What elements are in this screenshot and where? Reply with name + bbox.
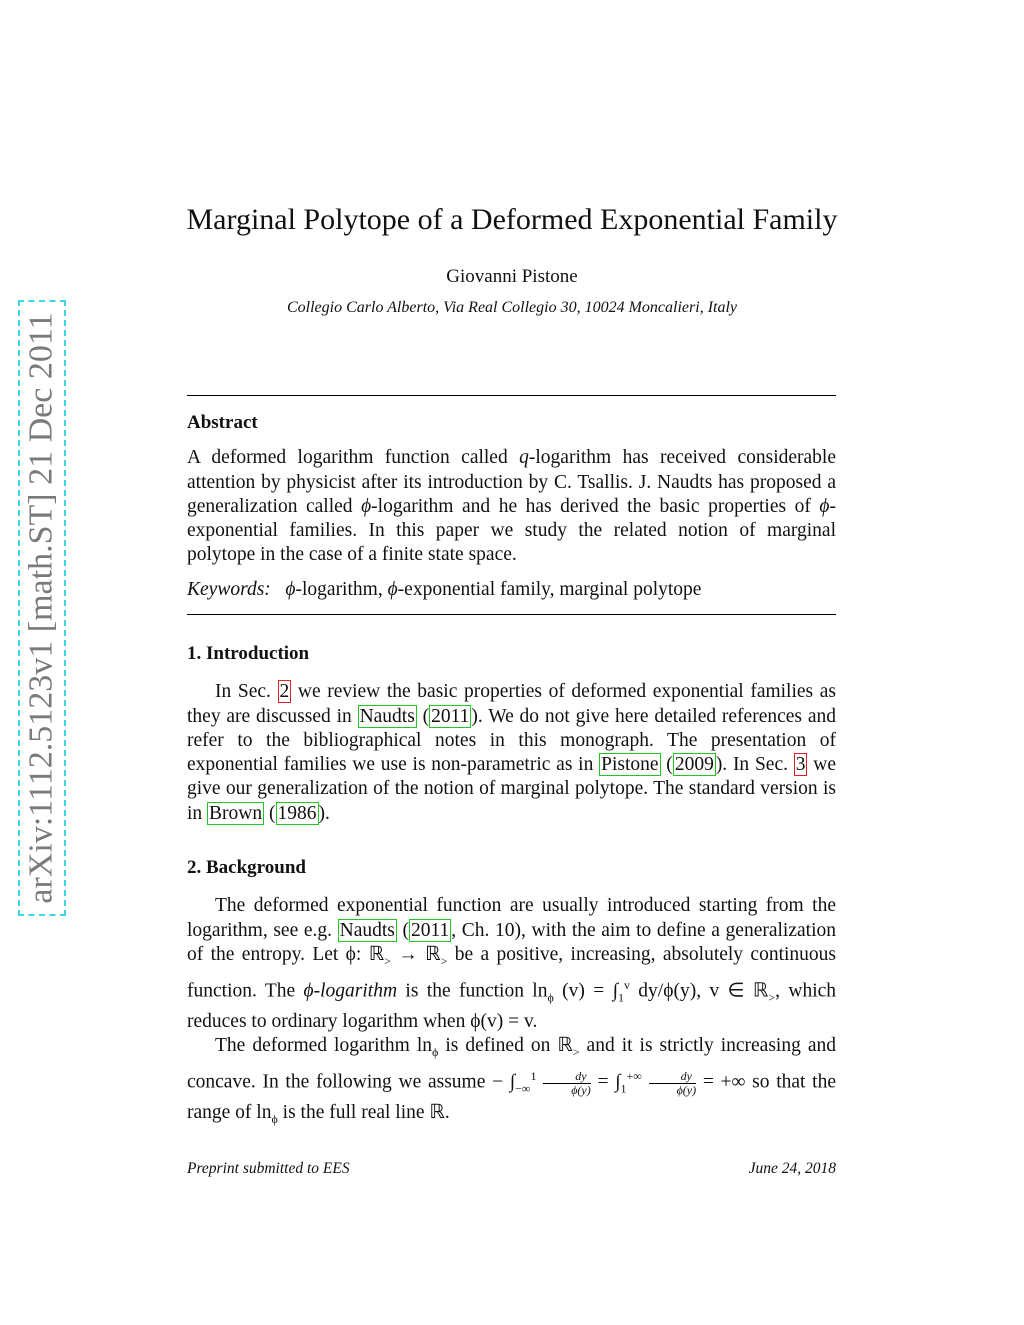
- paper-title: Marginal Polytope of a Deformed Exponential Family: [186, 203, 838, 236]
- section-introduction: [187, 642, 836, 826]
- citation-link-naudts[interactable]: Naudts: [359, 705, 415, 727]
- section-heading-background: 2. Background: [187, 857, 306, 878]
- citation-link-2009[interactable]: 2009: [674, 754, 714, 776]
- abstract-block: [187, 411, 836, 602]
- author-name: Giovanni Pistone: [446, 266, 578, 287]
- footer-left: Preprint submitted to EES: [187, 1160, 350, 1177]
- introduction-paragraph: In Sec. 2 we review the basic properties of deformed exponential families as they are discussed in Naudts ( 2011 ). We do not give here detailed references and refer to the bibliographical notes in this monograph. The presentation of exponential families we use is non-parametric as in Pistone ( 2009 ). In Sec. 3 we give our generalization of the notion of marginal polytope. The standard version is in Brown ( 1986 ).: [187, 681, 836, 824]
- ref-link-section-2[interactable]: 2: [279, 681, 290, 703]
- ref-link-section-3[interactable]: 3: [795, 754, 806, 776]
- keywords-label: Keywords:: [187, 578, 271, 600]
- citation-link-brown[interactable]: Brown: [209, 802, 263, 824]
- citation-link-naudts-2[interactable]: Naudts: [339, 919, 395, 941]
- citation-link-pistone[interactable]: Pistone: [601, 754, 659, 776]
- section-heading-introduction: 1. Introduction: [187, 643, 310, 664]
- background-paragraph-2: The deformed logarithm $\ln_\phi$ is defined on ℝ$_>$ and it is strictly increasing and concave. In the following we assume − $\int_{-\infty}^1$ $\frac{dy}{\phi(y)}$ = $\int_1^{+\infty}$ $\frac{dy}{\phi(y)}$ = +∞ so that the range of $\ln_\phi$ is the full real line ℝ.: [187, 1035, 836, 1126]
- keywords: Keywords: ϕ-logarithm, ϕ-exponential family, marginal polytope: [187, 578, 702, 600]
- arxiv-stamp: [18, 300, 66, 916]
- bottom-rule: [187, 614, 836, 615]
- citation-link-2011-2[interactable]: 2011: [411, 919, 450, 941]
- top-rule: [187, 395, 836, 396]
- fraction-dy-phi-2: $\frac{dy}{\phi(y)}$: [649, 1070, 697, 1097]
- background-paragraph-1: The deformed exponential function are usually introduced starting from the logarithm, see e.g. Naudts ( 2011 , Ch. 10), with the aim to define a generalization of the entropy. Let ϕ: ℝ$_>$ → ℝ$_>$ be a positive, increasing, absolutely continuous function. The ϕ-logarithm is the function $\ln_\phi (v) = \int_1^v$ dy/ϕ(y), v ∈ ℝ$_>$, which reduces to ordinary logarithm when ϕ(v) = v.: [187, 895, 837, 1032]
- citation-link-1986[interactable]: 1986: [277, 802, 317, 824]
- footer-right: June 24, 2018: [748, 1160, 836, 1177]
- author-affiliation: Collegio Carlo Alberto, Via Real Collegio 30, 10024 Moncalieri, Italy: [286, 299, 738, 316]
- section-background: [187, 856, 836, 1131]
- arxiv-stamp-text: arXiv:1112.5123v1 [math.ST] 21 Dec 2011: [23, 312, 60, 904]
- fraction-dy-phi: $\frac{dy}{\phi(y)}$: [543, 1070, 591, 1097]
- abstract-heading: Abstract: [187, 412, 258, 433]
- citation-link-2011[interactable]: 2011: [431, 705, 470, 727]
- page-footer: [187, 1160, 836, 1178]
- abstract-text: A deformed logarithm function called q-logarithm has received considerable attention by physicist after its introduction by C. Tsallis. J. Naudts has proposed a generalization called ϕ-logarithm and he has derived the basic properties of ϕ-exponential families. In this paper we study the related notion of marginal polytope in the case of a finite state space.: [187, 447, 836, 566]
